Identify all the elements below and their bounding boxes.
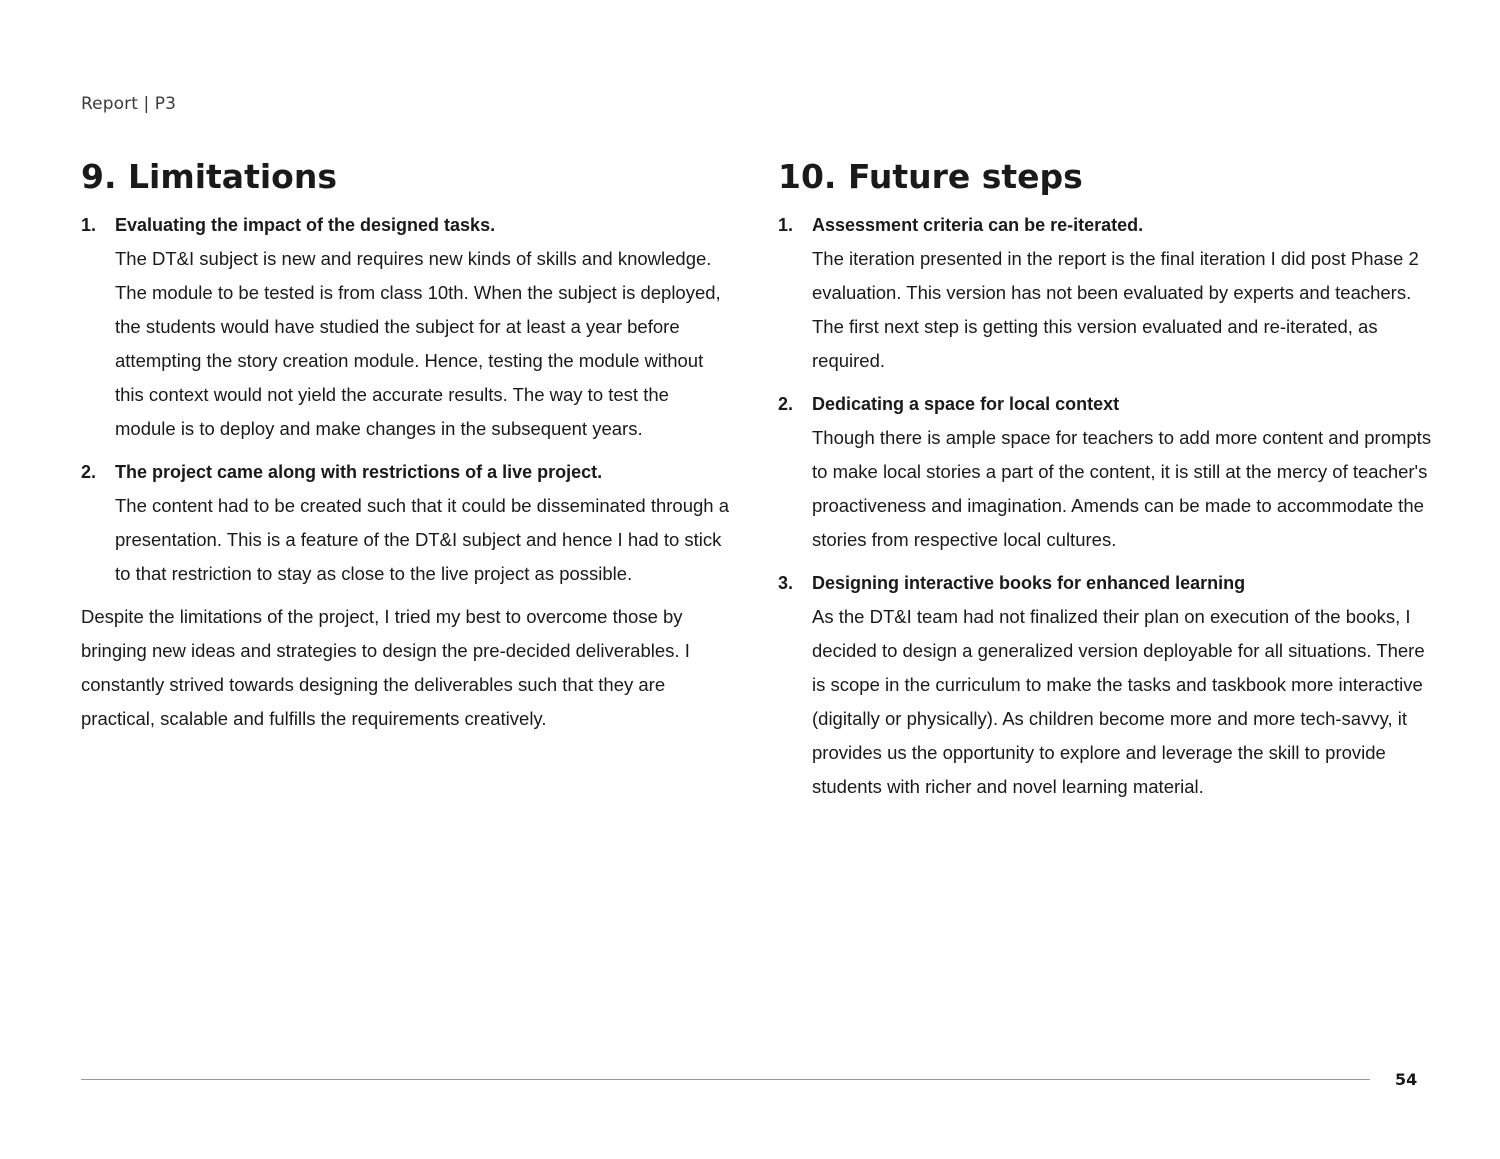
item-number: 2.	[81, 462, 97, 482]
item-heading: Evaluating the impact of the designed tasks.	[115, 215, 496, 235]
item-body: The DT&I subject is new and requires new kinds of skills and knowledge. The module to be tested is from class 10th. When the subject is deployed, the students would have studied the subject for at least a year before attempting the story creation module. Hence, testing the module without this context would not yield the accurate results. The way to test the module is to deploy and make changes in the subsequent years.	[115, 248, 721, 439]
item-body: As the DT&I team had not finalized their plan on execution of the books, I decided to design a generalized version deployable for all situations. There is scope in the curriculum to make the tasks and taskbook more interactive (digitally or physically). As children become more and more tech-savvy, it provides us the opportunity to explore and leverage the skill to provide students with richer and novel learning material.	[812, 606, 1425, 797]
report-header-label: Report | P3	[81, 94, 177, 114]
item-number: 3.	[778, 573, 794, 593]
page-number: 54	[1395, 1070, 1418, 1089]
future-step-item	[778, 566, 1438, 804]
limitations-closing-paragraph: Despite the limitations of the project, I tried my best to overcome those by bringing new ideas and strategies to design the pre-decided deliverables. I constantly strived towards designing the deliverables such that they are practical, scalable and fulfills the requirements creatively.	[81, 606, 690, 729]
future-steps-section	[778, 156, 1438, 813]
future-step-item	[778, 208, 1438, 378]
limitations-title: 9. Limitations	[81, 157, 337, 196]
limitation-item	[81, 455, 731, 591]
item-heading: The project came along with restrictions of a live project.	[115, 462, 603, 482]
footer-divider	[81, 1079, 1370, 1080]
future-steps-title: 10. Future steps	[778, 157, 1083, 196]
limitations-section	[81, 156, 731, 736]
limitation-item	[81, 208, 731, 446]
item-number: 2.	[778, 394, 794, 414]
item-number: 1.	[81, 215, 97, 235]
item-heading: Assessment criteria can be re-iterated.	[812, 215, 1144, 235]
item-heading: Dedicating a space for local context	[812, 394, 1120, 414]
future-step-item	[778, 387, 1438, 557]
item-number: 1.	[778, 215, 794, 235]
item-body: The iteration presented in the report is the final iteration I did post Phase 2 evaluation. This version has not been evaluated by experts and teachers. The first next step is getting this version evaluated and re-iterated, as required.	[812, 248, 1419, 371]
item-heading: Designing interactive books for enhanced learning	[812, 573, 1246, 593]
item-body: The content had to be created such that it could be disseminated through a presentation. This is a feature of the DT&I subject and hence I had to stick to that restriction to stay as close to the live project as possible.	[115, 495, 729, 584]
item-body: Though there is ample space for teachers to add more content and prompts to make local stories a part of the content, it is still at the mercy of teacher's proactiveness and imagination. Amends can be made to accommodate the stories from respective local cultures.	[812, 427, 1432, 550]
